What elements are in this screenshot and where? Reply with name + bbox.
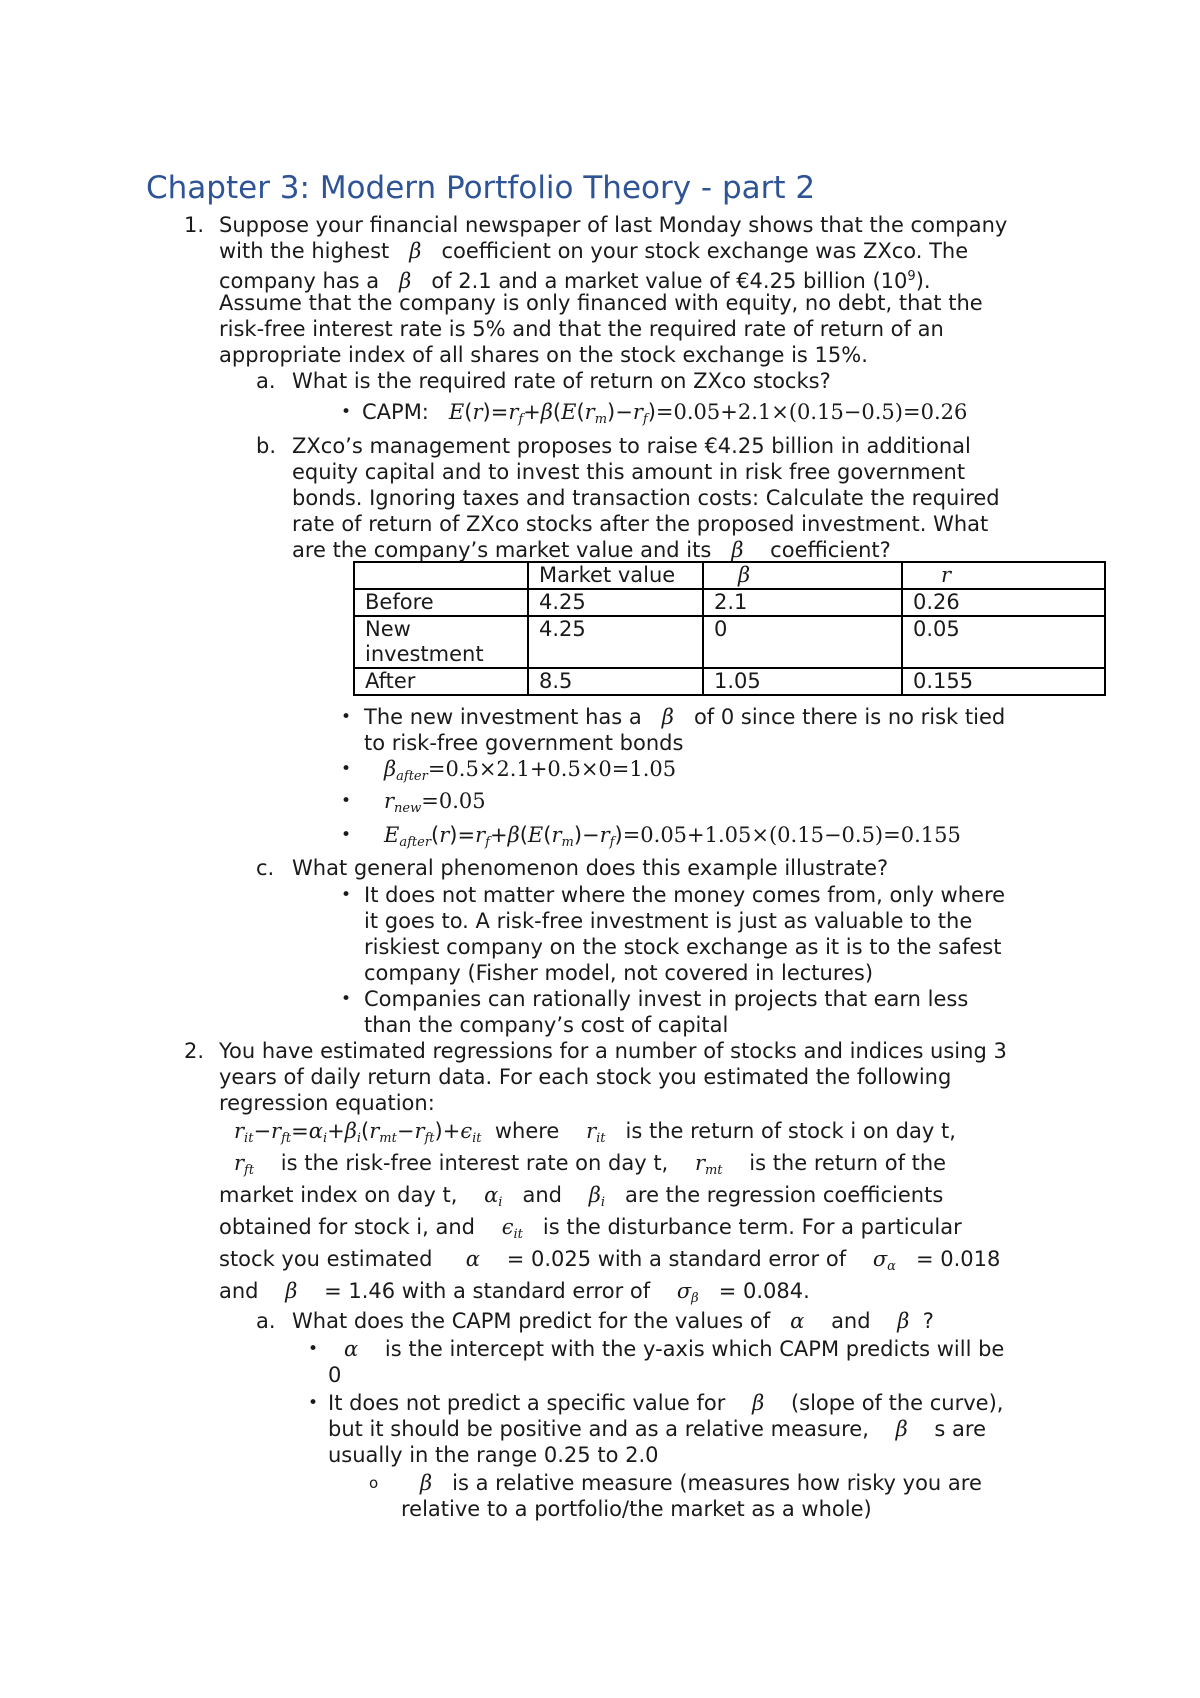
table-cell: 1.05 (703, 668, 902, 695)
e-after-formula: $E_{after}(r)=r_f+\beta(E(r_m)-r_f)=0.05+1.05\times(0.15-0.5)=0.155$ (384, 823, 961, 850)
bullet-text: Companies can rationally invest in projects that earn less (364, 987, 969, 1011)
paragraph-line: with the highest β coefficient on your stock exchange was ZXco. The (219, 239, 969, 263)
subquestion-label: b. (256, 434, 277, 458)
bullet-text: The new investment has a β of 0 since there is no risk tied (364, 705, 1006, 729)
paragraph-line: years of daily return data. For each stock you estimated the following (219, 1065, 952, 1089)
table-header-row (354, 562, 1105, 589)
sub-bullet-text: relative to a portfolio/the market as a whole) (401, 1497, 872, 1521)
bullet-text: riskiest company on the stock exchange as it is to the safest (364, 935, 1002, 959)
bullet-icon: • (341, 707, 352, 727)
paragraph-line: You have estimated regressions for a number of stocks and indices using 3 (219, 1039, 1007, 1063)
r-new-formula: $r_{new}=0.05$ (384, 789, 486, 816)
table-cell: 0.155 (902, 668, 1105, 695)
table-cell: Before (354, 589, 528, 616)
paragraph-line: obtained for stock i, and $\epsilon_{it}$ is the disturbance term. For a particular (219, 1215, 962, 1242)
paragraph-line: Suppose your financial newspaper of last Monday shows that the company (219, 213, 1008, 237)
bullet-icon: • (341, 791, 352, 811)
bullet-text: it goes to. A risk-free investment is just as valuable to the (364, 909, 973, 933)
bullet-icon: • (308, 1393, 319, 1413)
table-cell: After (354, 668, 528, 695)
subquestion-label: a. (256, 1309, 276, 1333)
paragraph-line: rate of return of ZXco stocks after the proposed investment. What (292, 512, 989, 536)
subquestion-label: a. (256, 369, 276, 393)
bullet-icon: • (341, 885, 352, 905)
circle-bullet-icon: o (369, 1474, 379, 1492)
bullet-icon: • (341, 825, 352, 845)
bullet-text: 0 (328, 1363, 342, 1387)
beta-after-formula: $\beta_{after}=0.5\times 2.1+0.5\times 0=1.05$ (384, 757, 677, 784)
paragraph-line: and β = 1.46 with a standard error of $\sigma_\beta$ = 0.084. (219, 1279, 810, 1306)
bullet-icon: • (341, 402, 352, 422)
results-table (353, 561, 1106, 696)
table-row (354, 668, 1105, 695)
paragraph-line: company has a β of 2.1 and a market value of €4.25 billion $(10^9)$. (219, 269, 931, 293)
paragraph-line: Assume that the company is only financed with equity, no debt, that the (219, 291, 983, 315)
bullet-icon: • (308, 1339, 319, 1359)
paragraph-line: stock you estimated α = 0.025 with a standard error of $\sigma_\alpha$ = 0.018 (219, 1247, 1001, 1274)
subquestion-label: c. (256, 856, 275, 880)
bullet-text: to risk-free government bonds (364, 731, 684, 755)
paragraph-line: ZXco’s management proposes to raise €4.25 billion in additional (292, 434, 971, 458)
paragraph-line: equity capital and to invest this amount in risk free government (292, 460, 966, 484)
subquestion-text: What is the required rate of return on ZXco stocks? (292, 369, 831, 393)
bullet-text: It does not predict a specific value for β (slope of the curve), (328, 1391, 1004, 1415)
sub-bullet-text: β is a relative measure (measures how risky you are (420, 1471, 982, 1495)
bullet-icon: • (341, 989, 352, 1009)
table-row (354, 616, 1105, 668)
regression-equation: $r_{it}-r_{ft}=\alpha_i+\beta_i(r_{mt}-r_{ft})+\epsilon_{it}$ where $r_{it}$ is the return of stock i on day t, (234, 1119, 956, 1146)
table-header-cell: r (902, 562, 1105, 589)
bullet-text: company (Fisher model, not covered in lectures) (364, 961, 874, 985)
question-number: 1. (184, 213, 205, 237)
paragraph-line: regression equation: (219, 1091, 435, 1115)
bullet-icon: • (341, 759, 352, 779)
paragraph-line: appropriate index of all shares on the stock exchange is 15%. (219, 343, 868, 367)
bullet-text: usually in the range 0.25 to 2.0 (328, 1443, 659, 1467)
paragraph-line: $r_{ft}$ is the risk-free interest rate on day t, $r_{mt}$ is the return of the (234, 1151, 947, 1178)
bullet-text: than the company’s cost of capital (364, 1013, 729, 1037)
table-header-cell (354, 562, 528, 589)
paragraph-line: risk-free interest rate is 5% and that the required rate of return of an (219, 317, 944, 341)
table-row (354, 589, 1105, 616)
table-cell: 4.25 (528, 589, 703, 616)
capm-formula: CAPM: $E(r)=r_f+\beta(E(r_m)-r_f)=0.05+2.1\times(0.15-0.5)=0.26$ (362, 400, 968, 427)
question-number: 2. (184, 1039, 205, 1063)
table-header-cell: β (703, 562, 902, 589)
paragraph-line: bonds. Ignoring taxes and transaction costs: Calculate the required (292, 486, 1000, 510)
table-cell: 0.05 (902, 616, 1105, 668)
subquestion-text: What general phenomenon does this example illustrate? (292, 856, 889, 880)
table-cell: 2.1 (703, 589, 902, 616)
table-cell: 0 (703, 616, 902, 668)
page-title: Chapter 3: Modern Portfolio Theory - part 2 (146, 170, 816, 206)
table-cell: 8.5 (528, 668, 703, 695)
table-cell: 0.26 (902, 589, 1105, 616)
bullet-text: α is the intercept with the y-axis which CAPM predicts will be (344, 1337, 1005, 1361)
paragraph-line: are the company’s market value and its β coefficient? (292, 538, 891, 562)
table-header-cell: Market value (528, 562, 703, 589)
bullet-text: but it should be positive and as a relative measure, β s are (328, 1417, 986, 1441)
subquestion-text: What does the CAPM predict for the values of α and β ? (292, 1309, 934, 1333)
paragraph-line: market index on day t, $\alpha_i$ and $\beta_i$ are the regression coefficients (219, 1183, 944, 1210)
bullet-text: It does not matter where the money comes from, only where (364, 883, 1006, 907)
table-cell: 4.25 (528, 616, 703, 668)
table-cell: New investment (354, 616, 528, 668)
